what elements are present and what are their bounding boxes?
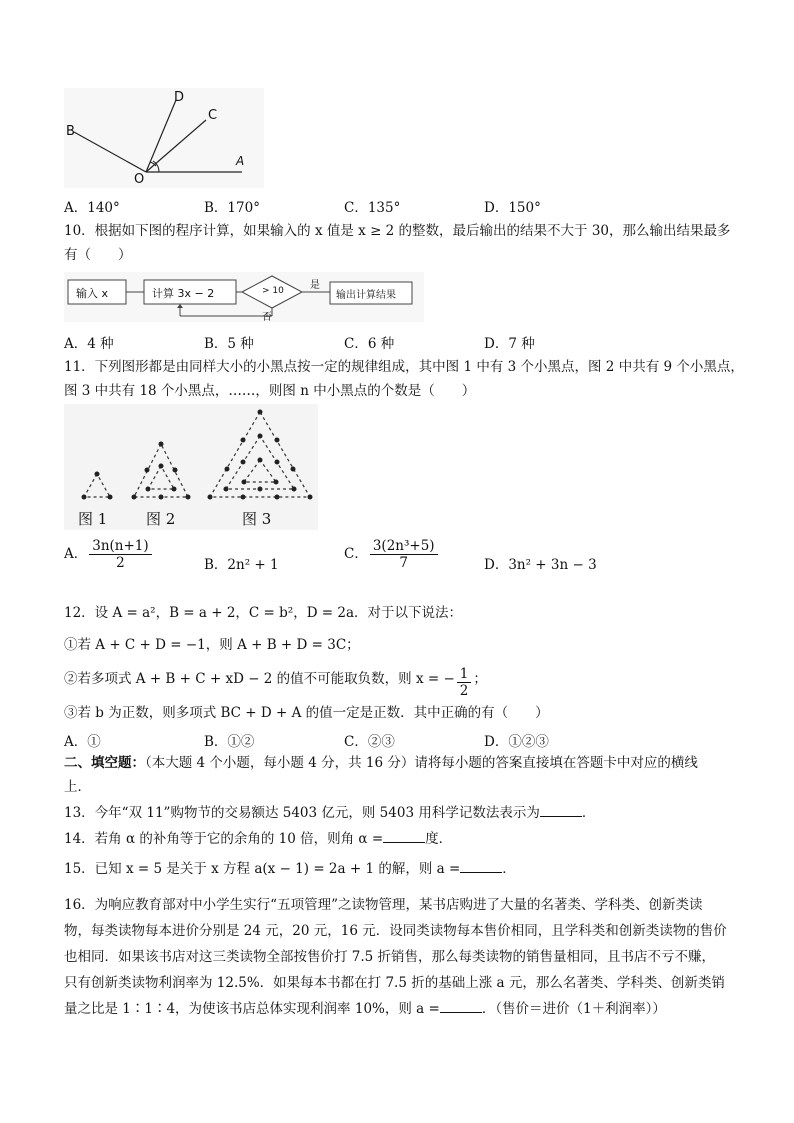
q12-option-c: C．②③ [344, 734, 395, 750]
q15-pre: 15．已知 x = 5 是关于 x 方程 a(x − 1) = 2a + 1 的解，则 a = [64, 861, 461, 877]
q12-line3-pre: ②若多项式 A + B + C + xD − 2 的值不可能取负数，则 x = − [64, 671, 455, 687]
figure2-caption: 图 2 [146, 510, 176, 528]
q16-text-line4: 只有创新类读物利润率为 12.5%．如果每本书都在打 7.5 折的基础上涨 a 元，那么名著类、学科类、创新类销 [64, 975, 725, 991]
q12-line3-numerator: 1 [457, 666, 472, 683]
q12-text-line3 [64, 666, 487, 699]
dot-triangles-figure [64, 404, 318, 530]
q11-option-c-numerator: 3(2n³+5) [370, 538, 438, 555]
section2-title: 二、填空题： [64, 755, 145, 771]
point-c-label: C [208, 108, 218, 123]
section2-instructions: （本大题 4 个小题，每小题 4 分，共 16 分）请将每小题的答案直接填在答题卡中对应的横线 [145, 755, 698, 771]
flow-condition-label: > 10 [262, 286, 284, 296]
q11-text-line1: 11．下列图形都是由同样大小的小黑点按一定的规律组成，其中图 1 中有 3 个小黑点，图 2 中共有 9 个小黑点， [64, 359, 744, 375]
q16-text-line5 [64, 1000, 666, 1018]
q10-text-line1: 10．根据如下图的程序计算，如果输入的 x 值是 x ≥ 2 的整数，最后输出的结果不大于 30，那么输出结果最多 [64, 223, 731, 239]
q16-text-line3: 也相同．如果该书店对这三类读物全部按售价打 7.5 折销售，那么每类读物的销售量相同，且书店不亏不赚， [64, 949, 716, 965]
q10-option-a: A．4 种 [64, 336, 114, 352]
q13-text [64, 804, 595, 822]
flow-input-label: 输入 x [76, 287, 109, 300]
q9-option-b: B．170° [204, 200, 260, 216]
q9-option-d: D．150° [484, 200, 541, 216]
flow-no-label: 否 [262, 312, 272, 323]
q14-pre: 14．若角 α 的补角等于它的余角的 10 倍，则角 α = [64, 831, 384, 847]
q12-option-b: B．①② [204, 734, 255, 750]
q16-line5-post: ．（售价＝进价（1＋利润率）） [481, 1001, 666, 1017]
q10-text-line2: 有（ ） [64, 247, 132, 263]
q14-answer-blank[interactable] [383, 830, 425, 843]
q12-text-line1: 12．设 A = a²，B = a + 2，C = b²，D = 2a．对于以下说法： [64, 605, 463, 621]
q15-answer-blank[interactable] [460, 860, 502, 873]
q10-option-d: D．7 种 [484, 336, 535, 352]
q11-option-c-fraction [370, 538, 438, 571]
q11-option-a-fraction [89, 538, 151, 571]
q11-option-d: D．3n² + 3n − 3 [484, 557, 597, 573]
q11-option-a-denominator: 2 [116, 555, 125, 571]
q11-text-line2: 图 3 中共有 18 个小黑点，……，则图 n 中小黑点的个数是（ ） [64, 383, 476, 399]
flow-output-label: 输出计算结果 [336, 290, 396, 301]
section2-heading-line [64, 754, 698, 772]
q13-answer-blank[interactable] [540, 804, 582, 817]
q11-option-c-denominator: 7 [399, 555, 408, 571]
q12-line3-fraction [457, 666, 472, 699]
q11-option-a [64, 538, 154, 571]
q16-text-line2: 物，每类读物每本进价分别是 24 元，20 元，16 元．设同类读物每本售价相同，且学科类和创新类读物的售价 [64, 923, 727, 939]
q13-pre: 13．今年“双 11”购物节的交易额达 5403 亿元，则 5403 用科学记数法表示为 [64, 805, 540, 821]
q16-text-line1: 16．为响应教育部对中小学生实行“五项管理”之读物管理，某书店购进了大量的名著类、学科类、创新类读 [64, 897, 703, 913]
figure3-caption: 图 3 [242, 510, 272, 528]
q15-post: ． [502, 861, 516, 877]
q9-option-a: A．140° [64, 200, 120, 216]
point-a-label: A [236, 154, 245, 168]
q12-line3-denominator: 2 [459, 683, 469, 699]
point-o-label: O [134, 172, 145, 187]
q12-line3-post: ； [473, 671, 487, 687]
q10-option-b: B．5 种 [204, 336, 254, 352]
q14-text [64, 830, 452, 848]
q14-post: 度． [425, 831, 453, 847]
q9-option-c: C．135° [344, 200, 401, 216]
q12-text-line2: ①若 A + C + D = −1，则 A + B + D = 3C； [64, 637, 360, 653]
angle-figure [64, 88, 264, 188]
q15-text [64, 860, 516, 878]
q12-text-line4: ③若 b 为正数，则多项式 BC + D + A 的值一定是正数．其中正确的有（ ） [64, 705, 549, 721]
section2-instructions-line2: 上． [64, 779, 91, 795]
flow-yes-label: 是 [310, 280, 320, 291]
point-b-label: B [66, 124, 75, 139]
q13-post: ． [581, 805, 596, 821]
flow-compute-label: 计算 3x − 2 [152, 287, 215, 300]
q16-answer-blank[interactable] [440, 1000, 482, 1013]
q12-option-a: A．① [64, 734, 101, 750]
q11-option-c-prefix: C． [344, 546, 368, 562]
flowchart [64, 272, 424, 322]
q16-line5-pre: 量之比是 1∶1∶4，为使该书店总体实现利润率 10%，则 a = [64, 1001, 440, 1017]
q11-option-a-prefix: A． [64, 546, 88, 562]
q11-option-a-numerator: 3n(n+1) [89, 538, 151, 555]
q11-option-c [344, 538, 440, 571]
figure1-caption: 图 1 [78, 510, 108, 528]
point-d-label: D [174, 90, 185, 105]
q10-option-c: C．6 种 [344, 336, 395, 352]
q11-option-b: B．2n² + 1 [204, 557, 279, 573]
q12-option-d: D．①②③ [484, 734, 549, 750]
